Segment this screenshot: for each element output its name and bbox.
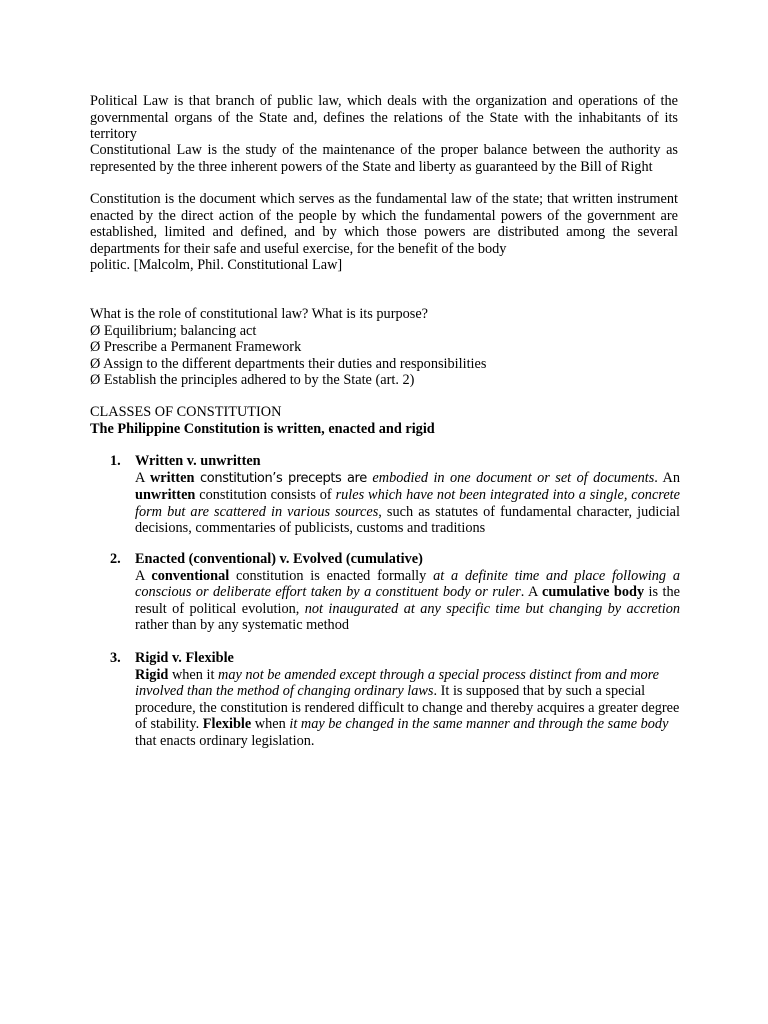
item-number: 1. [110,453,121,469]
bullet-text: Equilibrium; balancing act [103,322,257,339]
bullet-symbol: Ø [90,372,101,389]
constitution-definition [90,191,678,274]
item-number: 3. [110,650,121,666]
role-of-constitutional-law [90,306,678,389]
purpose-bullet [90,372,678,389]
list-item-rigid [110,650,680,750]
item-body: Rigid when it may not be amended except through a special process distinct from and more involved than the method of changing ordinary laws. It is supposed that by such a special procedure, the constitution is rendered difficult to change and thereby acquires a greater degree of stability. Flexible when it may be changed in the same manner and through the same body that enacts ordinary legislation. [135,666,680,749]
purpose-bullet [90,323,678,340]
classes-section [90,404,678,437]
political-law-definition: Political Law is that branch of public law, which deals with the organization and operations of the governmental organs of the State and, defines the relations of the State with the inhabitants of its territory [90,93,678,143]
role-question: What is the role of constitutional law? What is its purpose? [90,306,429,322]
list-item-enacted [110,551,680,634]
classes-subheading: The Philippine Constitution is written, enacted and rigid [90,420,435,437]
purpose-bullet [90,356,678,373]
item-title: Rigid v. Flexible [135,650,234,666]
list-item-written [110,453,680,537]
bullet-symbol: Ø [90,355,101,372]
item-title: Enacted (conventional) v. Evolved (cumulative) [135,551,423,567]
bullet-text: Establish the principles adhered to by the State (art. 2) [103,372,415,389]
bullet-symbol: Ø [90,339,101,356]
constitutional-law-definition: Constitutional Law is the study of the maintenance of the proper balance between the authority as represented by the three inherent powers of the State and liberty as guaranteed by the Bill of Right [90,142,678,175]
item-body: A conventional constitution is enacted formally at a definite time and place following a conscious or deliberate effort taken by a constituent body or ruler. A cumulative body is the result of political evolution, not inaugurated at any specific time but changing by accretion rather than by any systematic method [135,567,680,634]
bullet-symbol: Ø [90,322,101,339]
constitution-definition-citation: politic. [Malcolm, Phil. Constitutional Law] [90,257,343,274]
item-body: A written constitution’s precepts are embodied in one document or set of documents. An unwritten constitution consists of rules which have not been integrated into a single, concrete form but are scattered in various sources, such as statutes of fundamental character, judicial decisions, commentaries of publicists, customs and traditions [135,469,680,537]
classes-heading: CLASSES OF CONSTITUTION [90,404,282,420]
constitution-definition-text: Constitution is the document which serves as the fundamental law of the state; that written instrument enacted by the direct action of the people by which the fundamental powers of the government are established, limited and defined, and by which those powers are distributed among the several departments for their safe and useful exercise, for the benefit of the body [90,191,678,257]
bullet-text: Prescribe a Permanent Framework [103,339,302,356]
purpose-bullet [90,339,678,356]
bullet-text: Assign to the different departments their duties and responsibilities [103,355,487,372]
item-title: Written v. unwritten [135,453,261,469]
item-number: 2. [110,551,121,567]
